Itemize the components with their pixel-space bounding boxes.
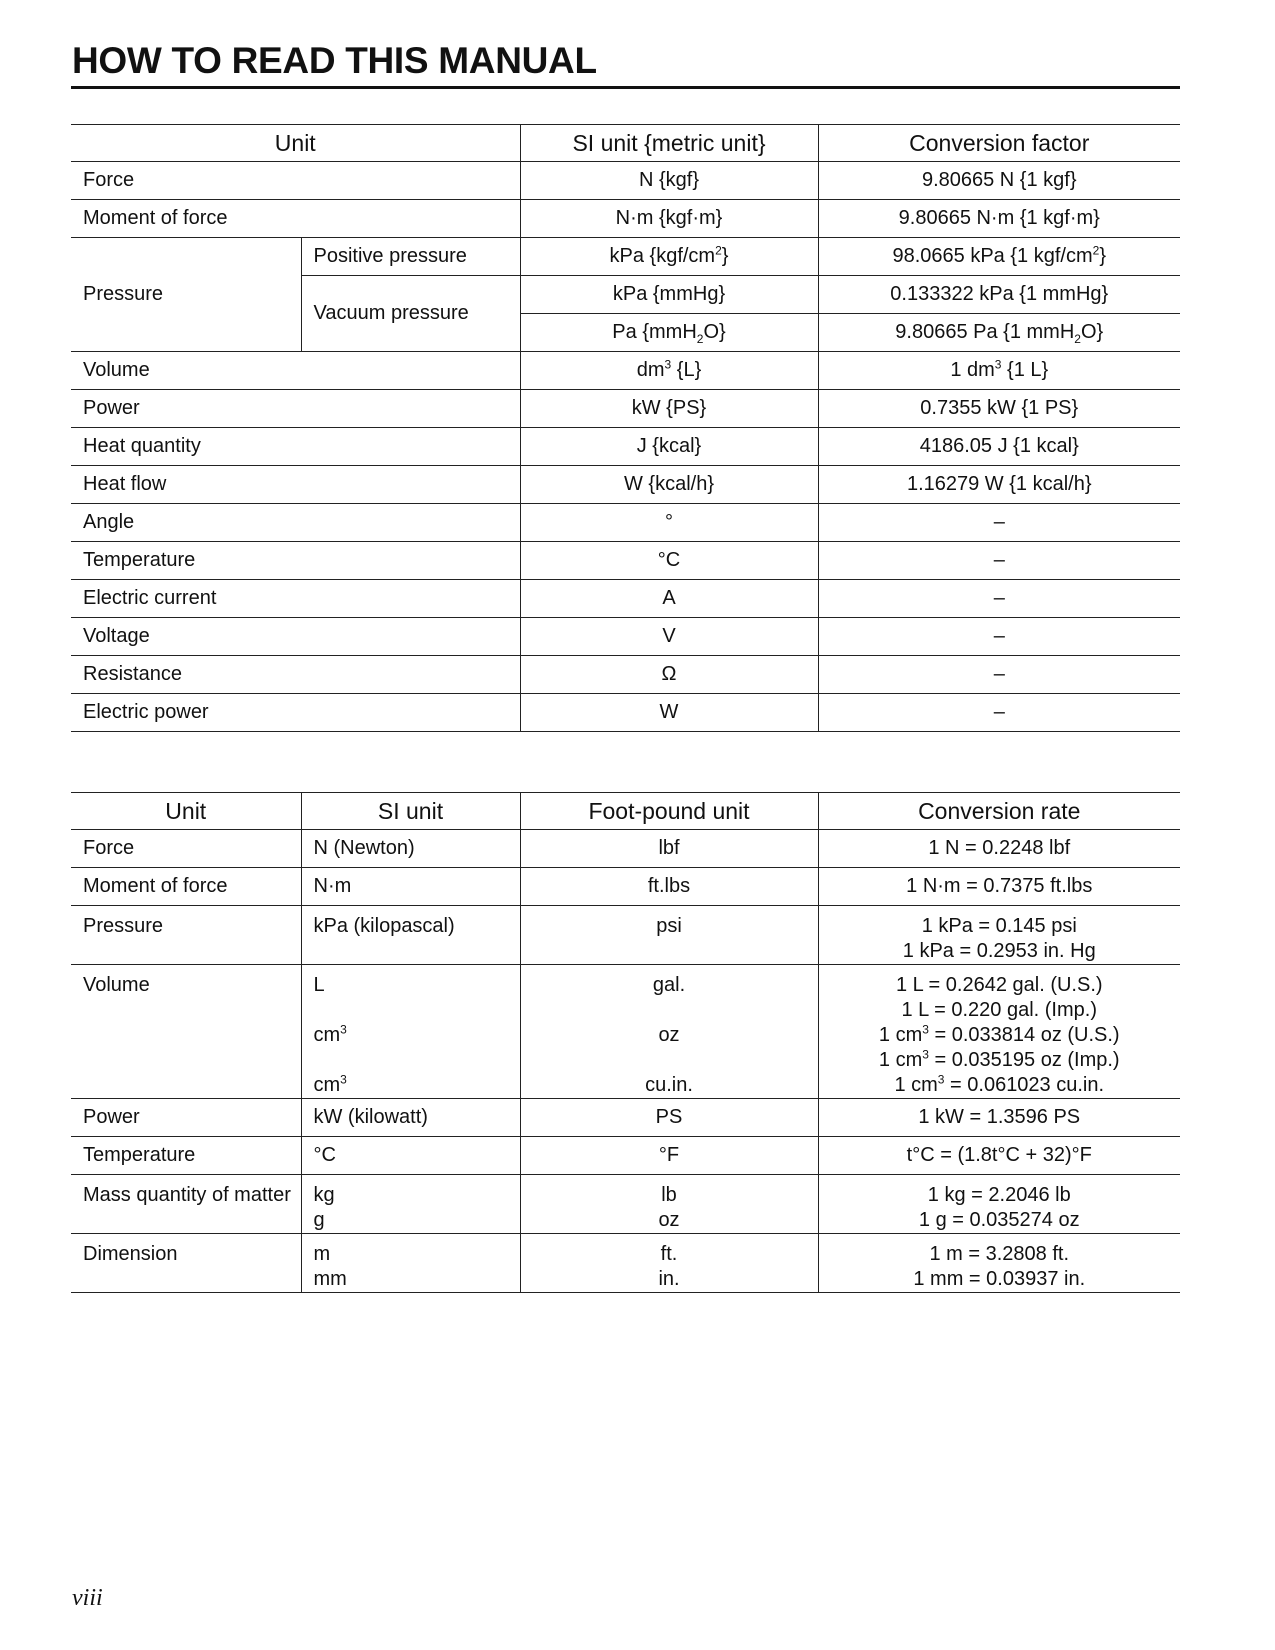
header-conversion-rate: Conversion rate [818, 793, 1180, 830]
table-row [71, 466, 1180, 504]
unit-cell: Force [71, 830, 301, 868]
header-unit: Unit [71, 793, 301, 830]
si-cell: W {kcal/h} [520, 466, 818, 504]
factor-cell: 0.7355 kW {1 PS} [818, 390, 1180, 428]
si-cell: N {kgf} [520, 162, 818, 200]
si-cell: N·m {kgf·m} [520, 200, 818, 238]
si-cell: Pa {mmH$_2$O} [520, 314, 818, 352]
rate-cell: 1 kW = 1.3596 PS [818, 1099, 1180, 1137]
foot-pound-cell: lb oz [520, 1175, 818, 1234]
unit-cell: Electric current [71, 580, 520, 618]
factor-cell: 1.16279 W {1 kcal/h} [818, 466, 1180, 504]
si-cell: m mm [301, 1234, 520, 1293]
unit-cell: Moment of force [71, 200, 520, 238]
si-cell: ° [520, 504, 818, 542]
si-cell: kW {PS} [520, 390, 818, 428]
si-metric-conversion-table [71, 124, 1180, 732]
foot-pound-cell: ft. in. [520, 1234, 818, 1293]
table-row [71, 694, 1180, 732]
page-title: HOW TO READ THIS MANUAL [72, 40, 597, 81]
table-row [71, 238, 1180, 276]
si-cell: kPa $\{kgf/cm^2\}$ [520, 238, 818, 276]
rate-cell: 1 kg = 2.2046 lb 1 g = 0.035274 oz [818, 1175, 1180, 1234]
factor-cell: 4186.05 J {1 kcal} [818, 428, 1180, 466]
table-row [71, 1234, 1180, 1293]
unit-cell: Resistance [71, 656, 520, 694]
unit-cell: Voltage [71, 618, 520, 656]
rate-cell: t°C = (1.8t°C + 32)°F [818, 1137, 1180, 1175]
unit-cell: Mass quantity of matter [71, 1175, 301, 1234]
si-cell: N (Newton) [301, 830, 520, 868]
si-cell: W [520, 694, 818, 732]
table-row [71, 1175, 1180, 1234]
table-row [71, 656, 1180, 694]
foot-pound-cell: psi [520, 906, 818, 965]
si-cell: kPa {mmHg} [520, 276, 818, 314]
sub-unit-cell: Vacuum pressure [301, 276, 520, 352]
unit-cell: Pressure [71, 238, 301, 352]
unit-cell: Temperature [71, 1137, 301, 1175]
rate-cell: 1 N = 0.2248 lbf [818, 830, 1180, 868]
unit-cell: Volume [71, 965, 301, 1099]
foot-pound-cell: ft.lbs [520, 868, 818, 906]
unit-cell: Power [71, 1099, 301, 1137]
factor-cell: – [818, 542, 1180, 580]
si-cell: V [520, 618, 818, 656]
factor-cell: 98.0665 kPa {1 kgf/$cm^2$} [818, 238, 1180, 276]
table-row [71, 352, 1180, 390]
si-cell: Ω [520, 656, 818, 694]
factor-cell: 9.80665 N·m {1 kgf·m} [818, 200, 1180, 238]
table-row [71, 868, 1180, 906]
factor-cell: 9.80665 Pa {1 mmH$_2$O} [818, 314, 1180, 352]
unit-cell: Dimension [71, 1234, 301, 1293]
table-row [71, 830, 1180, 868]
unit-cell: Volume [71, 352, 520, 390]
table-row [71, 1099, 1180, 1137]
factor-cell: 1 $dm^3$ {1 L} [818, 352, 1180, 390]
factor-cell: – [818, 694, 1180, 732]
table-row [71, 618, 1180, 656]
si-cell: kPa (kilopascal) [301, 906, 520, 965]
table-row [71, 542, 1180, 580]
unit-cell: Electric power [71, 694, 520, 732]
rate-cell: 1 m = 3.2808 ft. 1 mm = 0.03937 in. [818, 1234, 1180, 1293]
table-row [71, 580, 1180, 618]
unit-cell: Power [71, 390, 520, 428]
table-row [71, 1137, 1180, 1175]
table-row [71, 504, 1180, 542]
factor-cell: 9.80665 N {1 kgf} [818, 162, 1180, 200]
header-conversion-factor: Conversion factor [818, 125, 1180, 162]
foot-pound-cell: PS [520, 1099, 818, 1137]
foot-pound-cell: lbf [520, 830, 818, 868]
factor-cell: 0.133322 kPa {1 mmHg} [818, 276, 1180, 314]
rate-cell: 1 N·m = 0.7375 ft.lbs [818, 868, 1180, 906]
header-unit: Unit [71, 125, 520, 162]
factor-cell: – [818, 618, 1180, 656]
table-header-row [71, 125, 1180, 162]
rate-cell: 1 L = 0.2642 gal. (U.S.) 1 L = 0.220 gal. (Imp.) 1 $cm^3 = 0.033814$ oz (U.S.) 1 $cm^3 = 0.035195$ oz (Imp.) 1 $cm^3 = 0.061023$ cu.in. [818, 965, 1180, 1099]
table-row [71, 162, 1180, 200]
table-row [71, 390, 1180, 428]
table-row [71, 428, 1180, 466]
si-cell: L $cm^3$ $cm^3$ [301, 965, 520, 1099]
table-row [71, 200, 1180, 238]
rate-cell: 1 kPa = 0.145 psi 1 kPa = 0.2953 in. Hg [818, 906, 1180, 965]
title-rule [71, 86, 1180, 89]
si-cell: J {kcal} [520, 428, 818, 466]
foot-pound-conversion-table [71, 792, 1180, 1293]
unit-cell: Force [71, 162, 520, 200]
factor-cell: – [818, 504, 1180, 542]
factor-cell: – [818, 580, 1180, 618]
unit-cell: Angle [71, 504, 520, 542]
header-si-unit: SI unit [301, 793, 520, 830]
unit-cell: Heat quantity [71, 428, 520, 466]
foot-pound-cell: °F [520, 1137, 818, 1175]
foot-pound-cell: gal. oz cu.in. [520, 965, 818, 1099]
table-row [71, 906, 1180, 965]
table-header-row [71, 793, 1180, 830]
sub-unit-cell: Positive pressure [301, 238, 520, 276]
factor-cell: – [818, 656, 1180, 694]
unit-cell: Moment of force [71, 868, 301, 906]
si-cell: kg g [301, 1175, 520, 1234]
si-cell: °C [301, 1137, 520, 1175]
si-cell: N·m [301, 868, 520, 906]
si-cell: A [520, 580, 818, 618]
table-row [71, 965, 1180, 1099]
si-cell: kW (kilowatt) [301, 1099, 520, 1137]
header-foot-pound-unit: Foot-pound unit [520, 793, 818, 830]
header-si-unit: SI unit {metric unit} [520, 125, 818, 162]
unit-cell: Heat flow [71, 466, 520, 504]
unit-cell: Temperature [71, 542, 520, 580]
si-cell: °C [520, 542, 818, 580]
page-number: viii [72, 1585, 103, 1611]
unit-cell: Pressure [71, 906, 301, 965]
si-cell: $dm^3$ {L} [520, 352, 818, 390]
